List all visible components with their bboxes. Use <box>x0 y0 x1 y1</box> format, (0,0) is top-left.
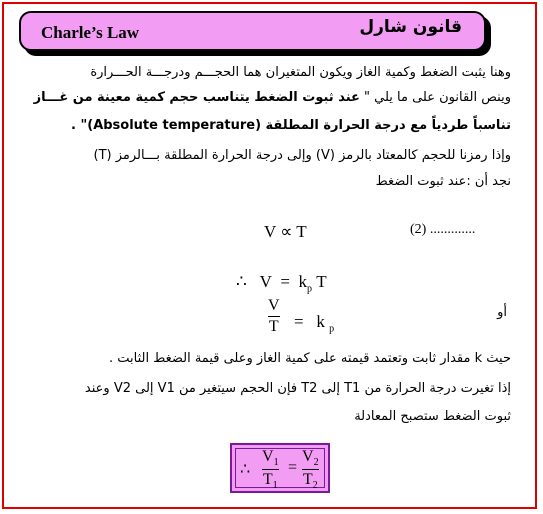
final-equals: = <box>288 459 298 476</box>
final-equation-box <box>230 443 330 493</box>
header-title-english: Charle’s Law <box>41 23 140 42</box>
fraction-v1-t1: $V_1$ $T_1$ <box>262 448 279 492</box>
text-line-5: نجد أن :عند ثبوت الضغط <box>375 174 511 189</box>
equation-constant: ∴ $V = k_p$ T <box>236 272 327 295</box>
text-line-8: ثبوت الضغط ستصبح المعادلة <box>354 409 511 424</box>
therefore-symbol: ∴ <box>240 461 251 478</box>
text-line-4: وإذا رمزنا للحجم كالمعتاد بالرمز (V) وإلى درجة الحرارة المطلقة بـــالرمز (T) <box>93 148 511 163</box>
text-line-7: إذا تغيرت درجة الحرارة من T1 إلى T2 فإن الحجم سيتغير من V1 إلى V2 وعند <box>84 381 511 396</box>
proportionality-equation: V ∝ T <box>264 222 307 241</box>
text-line-1: وهنا يثبت الضغط وكمية الغاز ويكون المتغيران هما الحجـــم ودرجـــة الحـــرارة <box>90 65 511 80</box>
ratio-equals-constant: = k $_p$ <box>294 312 335 335</box>
section-header <box>19 11 486 51</box>
header-title-arabic: قانون شارل <box>359 17 462 37</box>
text-line-2: وينص القانون على ما يلي " عند ثبوت الضغط يتناسب حجم كمية معينة من غـــاز <box>33 90 511 105</box>
text-line-3: تناسباً طردياً مع درجة الحرارة المطلقة (Absolute temperature)" . <box>70 118 511 133</box>
ratio-fraction: V T <box>268 297 280 335</box>
fraction-v2-t2: $V_2$ $T_2$ <box>302 448 319 492</box>
text-line-6: حيث k مقدار ثابت وتعتمد قيمته على كمية الغاز وعلى قيمة الضغط الثابت . <box>109 351 511 366</box>
or-word: أو <box>497 305 507 320</box>
equation-number: (2) ............. <box>410 222 476 237</box>
